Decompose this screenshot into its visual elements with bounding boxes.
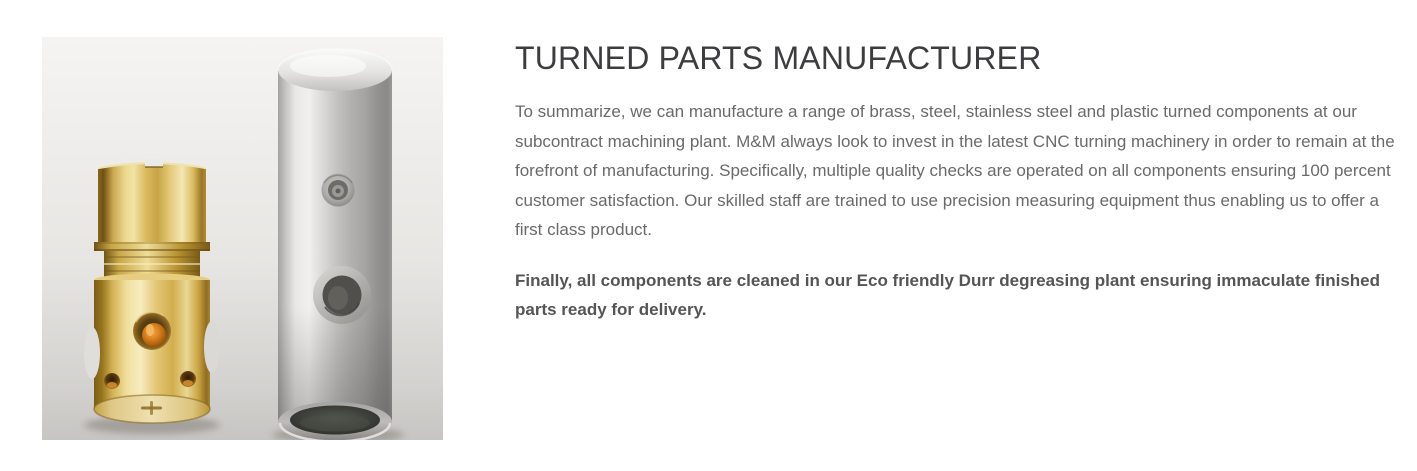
- steel-part-image: [278, 49, 392, 440]
- closing-paragraph: Finally, all components are cleaned in our Eco friendly Durr degreasing plant ensuring immaculate finished parts ready for delivery.: [515, 270, 1380, 320]
- intro-paragraph: To summarize, we can manufacture a range of brass, steel, stainless steel and plastic turned components at our subcontract machining plant. M&M always look to invest in the latest CNC turning machinery in order to remain at the forefront of manufacturing. Specifically, multiple quality checks are operated on all components ensuring 100 percent customer satisfaction. Our skilled staff are trained to use precision measuring equipment thus enabling us to offer a first class product.: [515, 102, 1395, 240]
- turned-parts-photo-graphic: [42, 37, 443, 440]
- turned-parts-photo: [42, 37, 443, 440]
- brass-part-image: [84, 159, 220, 423]
- content-column: [515, 37, 1395, 346]
- page-title: TURNED PARTS MANUFACTURER: [515, 40, 1042, 76]
